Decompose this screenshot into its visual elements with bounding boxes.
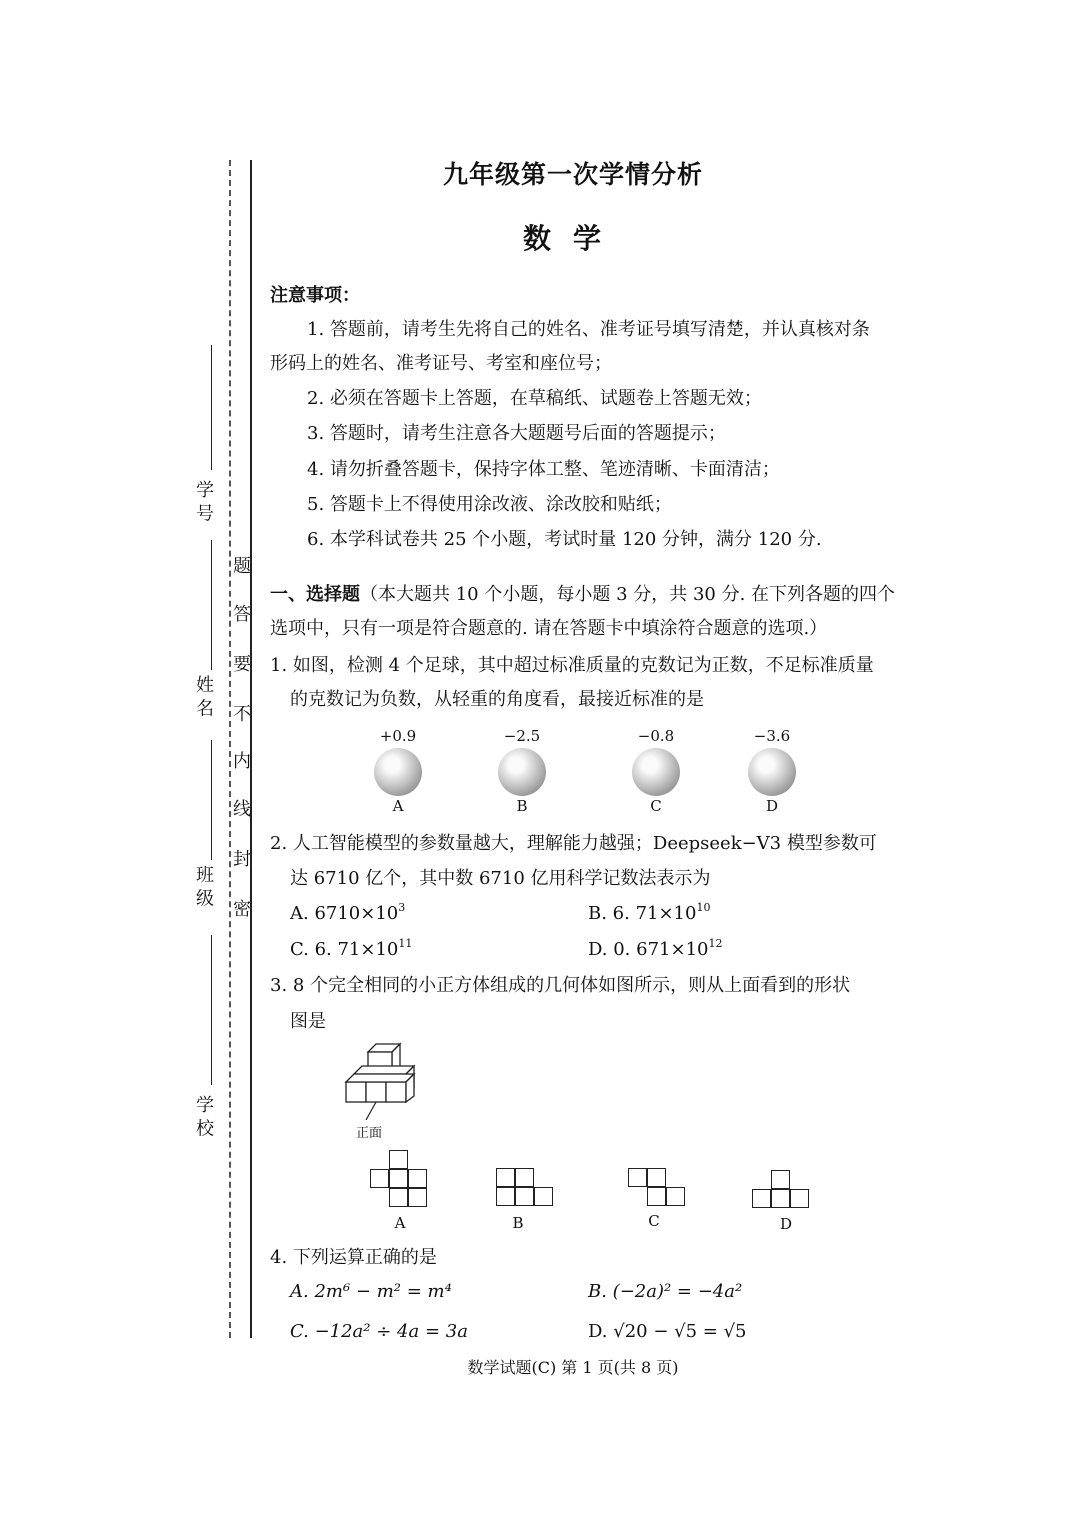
q3-option-b-shape [496, 1168, 556, 1208]
grid-cell [496, 1168, 515, 1187]
q2-option-a [290, 902, 405, 926]
soccer-ball-icon [748, 748, 796, 796]
exam-subject: 数学 [522, 222, 623, 255]
class-label: 班 级 [193, 865, 214, 907]
section-desc-2: 选项中，只有一项是符合题意的. 请在答题卡中填涂符合题意的选项.） [270, 618, 828, 639]
grid-cell [771, 1189, 790, 1208]
seal-char: 要 [233, 654, 251, 675]
grid-cell [666, 1187, 685, 1206]
q3-option-label: A [394, 1214, 406, 1232]
q4-option-a: A. 2m⁶ − m² = m⁴ [290, 1281, 452, 1302]
q4-stem: 4. 下列运算正确的是 [270, 1247, 437, 1268]
q3-option-label: D [779, 1215, 793, 1233]
q4-option-d: D. √20 − √5 = √5 [588, 1321, 747, 1342]
q1-ball-mass: −3.6 [753, 727, 791, 745]
notice-item: 6. 本学科试卷共 25 个小题，考试时量 120 分钟，满分 120 分. [307, 529, 822, 550]
q3-option-label: B [512, 1214, 524, 1232]
grid-cell [534, 1187, 553, 1206]
q1-ball-mass: +0.9 [379, 727, 417, 745]
seal-char: 封 [233, 849, 251, 870]
q2-option-b-exp: 10 [696, 901, 711, 914]
notice-item: 5. 答题卡上不得使用涂改液、涂改胶和贴纸； [307, 494, 672, 515]
q2-option-d [588, 938, 722, 962]
q1-ball-mass: −0.8 [637, 727, 675, 745]
q3-stem-2: 图是 [290, 1011, 326, 1032]
q2-option-c [290, 938, 412, 962]
student-id-line[interactable] [211, 345, 212, 470]
seal-solid-line [250, 160, 252, 1338]
grid-cell [752, 1189, 771, 1208]
section-desc-1: （本大题共 10 个小题，每小题 3 分，共 30 分. 在下列各题的四个 [360, 584, 896, 605]
q1-stem-1: 1. 如图，检测 4 个足球，其中超过标准质量的克数记为正数，不足标准质量 [270, 655, 874, 676]
grid-cell [389, 1188, 408, 1207]
q3-option-c-shape [628, 1168, 688, 1208]
q2-option-b-base: B. 6. 71×10 [588, 903, 697, 924]
q1-option-label: D [765, 797, 779, 815]
student-name-label: 姓 名 [193, 675, 214, 717]
q2-option-c-exp: 11 [398, 937, 413, 950]
notice-item: 3. 答题时，请考生注意各大题题号后面的答题提示； [307, 423, 726, 444]
grid-cell [515, 1187, 534, 1206]
grid-cell [496, 1187, 515, 1206]
student-id-label: 学 号 [193, 480, 214, 522]
q1-option-label: A [392, 797, 404, 815]
q2-stem-1: 2. 人工智能模型的参数量越大，理解能力越强；Deepseek−V3 模型参数可 [270, 833, 877, 854]
grid-cell [790, 1189, 809, 1208]
seal-char: 题 [233, 556, 251, 577]
seal-dashed-line [229, 160, 231, 1338]
q2-option-d-base: D. 0. 671×10 [588, 939, 709, 960]
grid-cell [389, 1169, 408, 1188]
exam-title: 九年级第一次学情分析 [442, 160, 703, 189]
grid-cell [647, 1187, 666, 1206]
soccer-ball-icon [632, 748, 680, 796]
seal-char: 线 [233, 799, 251, 820]
q2-option-a-base: A. 6710×10 [290, 903, 399, 924]
q3-stem-1: 3. 8 个完全相同的小正方体组成的几何体如图所示，则从上面看到的形状 [270, 975, 851, 996]
grid-cell [771, 1170, 790, 1189]
q4-option-b: B. (−2a)² = −4a² [588, 1281, 743, 1302]
q4-option-c: C. −12a² ÷ 4a = 3a [290, 1321, 468, 1342]
class-line[interactable] [211, 935, 212, 1085]
school-label: 学 校 [193, 1095, 214, 1137]
notice-item: 4. 请勿折叠答题卡，保持字体工整、笔迹清晰、卡面清洁； [307, 459, 780, 480]
notice-heading: 注意事项： [270, 285, 360, 306]
q2-stem-2: 达 6710 亿个，其中数 6710 亿用科学记数法表示为 [290, 868, 711, 889]
seal-char: 答 [233, 604, 251, 625]
q1-stem-2: 的克数记为负数，从轻重的角度看，最接近标准的是 [290, 689, 704, 710]
seal-char: 密 [233, 899, 251, 920]
q2-option-b [588, 902, 710, 926]
front-label: 正面 [356, 1126, 383, 1141]
grid-cell [408, 1169, 427, 1188]
notice-item: 形码上的姓名、准考证号、考室和座位号； [270, 353, 612, 374]
seal-char: 不 [233, 704, 251, 725]
student-name-line[interactable] [211, 740, 212, 860]
student-name-line-top [211, 540, 212, 670]
q3-option-d-shape [752, 1170, 812, 1210]
notice-item: 2. 必须在答题卡上答题，在草稿纸、试题卷上答题无效； [307, 388, 762, 409]
grid-cell [628, 1168, 647, 1187]
soccer-ball-icon [498, 748, 546, 796]
q1-option-label: B [516, 797, 528, 815]
cube-stack-figure [340, 1040, 430, 1120]
section-description [270, 583, 895, 607]
page-footer: 数学试题(C) 第 1 页(共 8 页) [467, 1358, 679, 1377]
q2-option-a-exp: 3 [398, 901, 406, 914]
seal-char: 内 [233, 751, 251, 772]
grid-cell [515, 1168, 534, 1187]
q3-option-a-shape [370, 1150, 430, 1208]
q2-option-d-exp: 12 [708, 937, 723, 950]
front-pointer [366, 1102, 376, 1120]
q1-ball-mass: −2.5 [503, 727, 541, 745]
grid-cell [389, 1150, 408, 1169]
soccer-ball-icon [374, 748, 422, 796]
q3-option-label: C [648, 1212, 660, 1230]
notice-item: 1. 答题前，请考生先将自己的姓名、准考证号填写清楚，并认真核对条 [307, 319, 870, 340]
section-heading: 一、选择题 [270, 584, 360, 605]
grid-cell [408, 1188, 427, 1207]
q1-option-label: C [650, 797, 662, 815]
q2-option-c-base: C. 6. 71×10 [290, 939, 399, 960]
grid-cell [370, 1169, 389, 1188]
grid-cell [647, 1168, 666, 1187]
